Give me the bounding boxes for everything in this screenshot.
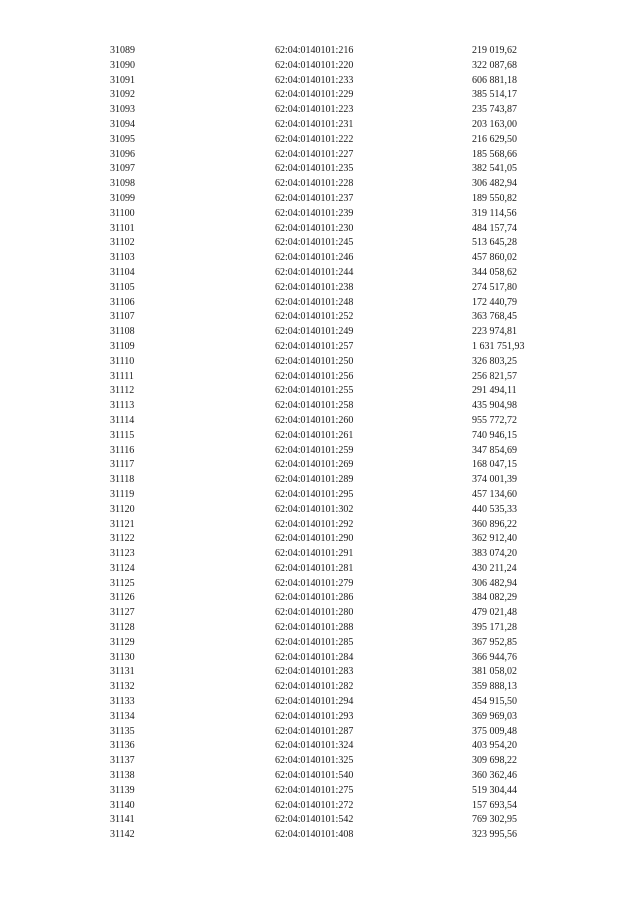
cadastral-number: 62:04:0140101:238	[275, 281, 354, 293]
table-row	[0, 665, 640, 680]
cadastral-value: 235 743,87	[472, 104, 517, 116]
cadastral-number: 62:04:0140101:237	[275, 192, 354, 204]
table-row	[0, 799, 640, 814]
record-number: 31105	[110, 281, 135, 293]
cadastral-number: 62:04:0140101:285	[275, 636, 354, 648]
table-row	[0, 769, 640, 784]
cadastral-number: 62:04:0140101:261	[275, 429, 354, 441]
table-row	[0, 651, 640, 666]
cadastral-number: 62:04:0140101:255	[275, 385, 354, 397]
cadastral-value: 185 568,66	[472, 148, 517, 160]
cadastral-value: 359 888,13	[472, 681, 517, 693]
cadastral-value: 319 114,56	[472, 207, 517, 219]
cadastral-value: 1 631 751,93	[472, 340, 525, 352]
cadastral-number: 62:04:0140101:256	[275, 370, 354, 382]
record-number: 31127	[110, 607, 135, 619]
record-number: 31126	[110, 592, 135, 604]
cadastral-value: 223 974,81	[472, 326, 517, 338]
table-row	[0, 266, 640, 281]
cadastral-value: 168 047,15	[472, 459, 517, 471]
table-row	[0, 207, 640, 222]
table-row	[0, 606, 640, 621]
table-row	[0, 429, 640, 444]
record-number: 31104	[110, 266, 135, 278]
table-row	[0, 784, 640, 799]
cadastral-number: 62:04:0140101:223	[275, 104, 354, 116]
cadastral-value: 435 904,98	[472, 400, 517, 412]
table-row	[0, 725, 640, 740]
table-row	[0, 473, 640, 488]
table-row	[0, 222, 640, 237]
table-row	[0, 754, 640, 769]
table-row	[0, 103, 640, 118]
record-number: 31132	[110, 681, 135, 693]
cadastral-value: 385 514,17	[472, 89, 517, 101]
cadastral-number: 62:04:0140101:272	[275, 799, 354, 811]
cadastral-number: 62:04:0140101:229	[275, 89, 354, 101]
table-row	[0, 444, 640, 459]
record-number: 31095	[110, 133, 135, 145]
cadastral-value: 172 440,79	[472, 296, 517, 308]
table-row	[0, 148, 640, 163]
cadastral-value: 479 021,48	[472, 607, 517, 619]
cadastral-value: 381 058,02	[472, 666, 517, 678]
cadastral-number: 62:04:0140101:291	[275, 548, 354, 560]
table-row	[0, 162, 640, 177]
cadastral-number: 62:04:0140101:258	[275, 400, 354, 412]
record-number: 31106	[110, 296, 135, 308]
table-row	[0, 503, 640, 518]
cadastral-value: 369 969,03	[472, 710, 517, 722]
cadastral-value: 519 304,44	[472, 784, 517, 796]
cadastral-number: 62:04:0140101:408	[275, 829, 354, 841]
cadastral-number: 62:04:0140101:235	[275, 163, 354, 175]
record-number: 31121	[110, 518, 135, 530]
table-row	[0, 591, 640, 606]
table-row	[0, 828, 640, 843]
cadastral-value: 157 693,54	[472, 799, 517, 811]
cadastral-value: 484 157,74	[472, 222, 517, 234]
cadastral-number: 62:04:0140101:324	[275, 740, 354, 752]
cadastral-number: 62:04:0140101:252	[275, 311, 354, 323]
cadastral-value: 440 535,33	[472, 503, 517, 515]
cadastral-value: 291 494,11	[472, 385, 517, 397]
record-number: 31133	[110, 696, 135, 708]
table-row	[0, 133, 640, 148]
cadastral-value: 306 482,94	[472, 577, 517, 589]
cadastral-value: 203 163,00	[472, 118, 517, 130]
table-row	[0, 251, 640, 266]
cadastral-number: 62:04:0140101:230	[275, 222, 354, 234]
table-row	[0, 621, 640, 636]
cadastral-value: 216 629,50	[472, 133, 517, 145]
cadastral-value: 362 912,40	[472, 533, 517, 545]
record-number: 31141	[110, 814, 135, 826]
record-number: 31130	[110, 651, 135, 663]
cadastral-number: 62:04:0140101:239	[275, 207, 354, 219]
cadastral-number: 62:04:0140101:249	[275, 326, 354, 338]
record-number: 31097	[110, 163, 135, 175]
cadastral-number: 62:04:0140101:280	[275, 607, 354, 619]
cadastral-number: 62:04:0140101:290	[275, 533, 354, 545]
cadastral-value: 395 171,28	[472, 622, 517, 634]
cadastral-value: 740 946,15	[472, 429, 517, 441]
record-number: 31119	[110, 488, 135, 500]
record-number: 31092	[110, 89, 135, 101]
cadastral-number: 62:04:0140101:295	[275, 488, 354, 500]
table-row	[0, 59, 640, 74]
record-number: 31139	[110, 784, 135, 796]
cadastral-value: 274 517,80	[472, 281, 517, 293]
table-row	[0, 310, 640, 325]
cadastral-number: 62:04:0140101:260	[275, 414, 354, 426]
record-number: 31110	[110, 355, 135, 367]
cadastral-number: 62:04:0140101:248	[275, 296, 354, 308]
cadastral-number: 62:04:0140101:540	[275, 770, 354, 782]
cadastral-value: 323 995,56	[472, 829, 517, 841]
cadastral-number: 62:04:0140101:282	[275, 681, 354, 693]
cadastral-value: 955 772,72	[472, 414, 517, 426]
cadastral-value: 363 768,45	[472, 311, 517, 323]
table-row	[0, 281, 640, 296]
record-number: 31107	[110, 311, 135, 323]
cadastral-value: 382 541,05	[472, 163, 517, 175]
cadastral-value: 306 482,94	[472, 178, 517, 190]
record-number: 31089	[110, 45, 135, 56]
record-number: 31100	[110, 207, 135, 219]
record-number: 31117	[110, 459, 135, 471]
table-row	[0, 518, 640, 533]
table-row	[0, 739, 640, 754]
record-number: 31128	[110, 622, 135, 634]
table-row	[0, 532, 640, 547]
table-row	[0, 236, 640, 251]
table-row	[0, 325, 640, 340]
cadastral-value: 347 854,69	[472, 444, 517, 456]
record-number: 31124	[110, 562, 135, 574]
cadastral-value: 383 074,20	[472, 548, 517, 560]
table-row	[0, 74, 640, 89]
cadastral-number: 62:04:0140101:244	[275, 266, 354, 278]
cadastral-value: 403 954,20	[472, 740, 517, 752]
record-number: 31115	[110, 429, 135, 441]
table-row	[0, 355, 640, 370]
cadastral-value: 430 211,24	[472, 562, 517, 574]
cadastral-number: 62:04:0140101:302	[275, 503, 354, 515]
record-list	[0, 44, 640, 843]
cadastral-number: 62:04:0140101:287	[275, 725, 354, 737]
table-row	[0, 370, 640, 385]
record-number: 31093	[110, 104, 135, 116]
record-number: 31094	[110, 118, 135, 130]
record-number: 31090	[110, 59, 135, 71]
table-row	[0, 88, 640, 103]
cadastral-number: 62:04:0140101:293	[275, 710, 354, 722]
cadastral-number: 62:04:0140101:325	[275, 755, 354, 767]
cadastral-number: 62:04:0140101:257	[275, 340, 354, 352]
table-row	[0, 636, 640, 651]
cadastral-number: 62:04:0140101:288	[275, 622, 354, 634]
table-row	[0, 296, 640, 311]
record-number: 31116	[110, 444, 135, 456]
table-row	[0, 399, 640, 414]
table-row	[0, 177, 640, 192]
table-row	[0, 192, 640, 207]
table-row	[0, 680, 640, 695]
record-number: 31108	[110, 326, 135, 338]
table-row	[0, 813, 640, 828]
record-number: 31113	[110, 400, 135, 412]
cadastral-number: 62:04:0140101:281	[275, 562, 354, 574]
cadastral-number: 62:04:0140101:279	[275, 577, 354, 589]
record-number: 31134	[110, 710, 135, 722]
cadastral-value: 375 009,48	[472, 725, 517, 737]
record-number: 31118	[110, 474, 135, 486]
table-row	[0, 340, 640, 355]
cadastral-value: 457 134,60	[472, 488, 517, 500]
cadastral-value: 256 821,57	[472, 370, 517, 382]
record-number: 31096	[110, 148, 135, 160]
cadastral-number: 62:04:0140101:275	[275, 784, 354, 796]
cadastral-value: 606 881,18	[472, 74, 517, 86]
table-row	[0, 44, 640, 59]
cadastral-value: 189 550,82	[472, 192, 517, 204]
record-number: 31101	[110, 222, 135, 234]
cadastral-number: 62:04:0140101:259	[275, 444, 354, 456]
table-row	[0, 577, 640, 592]
table-row	[0, 488, 640, 503]
cadastral-number: 62:04:0140101:284	[275, 651, 354, 663]
record-number: 31103	[110, 252, 135, 264]
record-number: 31135	[110, 725, 135, 737]
cadastral-value: 322 087,68	[472, 59, 517, 71]
cadastral-value: 457 860,02	[472, 252, 517, 264]
table-row	[0, 562, 640, 577]
cadastral-number: 62:04:0140101:246	[275, 252, 354, 264]
record-number: 31098	[110, 178, 135, 190]
cadastral-number: 62:04:0140101:216	[275, 45, 354, 56]
cadastral-value: 374 001,39	[472, 474, 517, 486]
cadastral-value: 367 952,85	[472, 636, 517, 648]
cadastral-value: 360 362,46	[472, 770, 517, 782]
cadastral-value: 454 915,50	[472, 696, 517, 708]
table-row	[0, 458, 640, 473]
record-number: 31122	[110, 533, 135, 545]
record-number: 31123	[110, 548, 135, 560]
record-number: 31125	[110, 577, 135, 589]
cadastral-value: 344 058,62	[472, 266, 517, 278]
cadastral-number: 62:04:0140101:231	[275, 118, 354, 130]
record-number: 31114	[110, 414, 135, 426]
table-row	[0, 547, 640, 562]
table-row	[0, 710, 640, 725]
record-number: 31102	[110, 237, 135, 249]
cadastral-number: 62:04:0140101:220	[275, 59, 354, 71]
record-number: 31140	[110, 799, 135, 811]
cadastral-value: 360 896,22	[472, 518, 517, 530]
record-number: 31120	[110, 503, 135, 515]
cadastral-number: 62:04:0140101:250	[275, 355, 354, 367]
record-number: 31136	[110, 740, 135, 752]
cadastral-value: 219 019,62	[472, 45, 517, 56]
record-number: 31112	[110, 385, 135, 397]
record-number: 31142	[110, 829, 135, 841]
record-number: 31131	[110, 666, 135, 678]
record-number: 31129	[110, 636, 135, 648]
cadastral-number: 62:04:0140101:286	[275, 592, 354, 604]
cadastral-number: 62:04:0140101:222	[275, 133, 354, 145]
record-number: 31111	[110, 370, 134, 382]
record-number: 31091	[110, 74, 135, 86]
table-row	[0, 695, 640, 710]
cadastral-number: 62:04:0140101:292	[275, 518, 354, 530]
cadastral-number: 62:04:0140101:294	[275, 696, 354, 708]
cadastral-number: 62:04:0140101:542	[275, 814, 354, 826]
cadastral-value: 384 082,29	[472, 592, 517, 604]
cadastral-number: 62:04:0140101:245	[275, 237, 354, 249]
cadastral-value: 366 944,76	[472, 651, 517, 663]
cadastral-number: 62:04:0140101:228	[275, 178, 354, 190]
cadastral-number: 62:04:0140101:289	[275, 474, 354, 486]
cadastral-value: 326 803,25	[472, 355, 517, 367]
cadastral-number: 62:04:0140101:227	[275, 148, 354, 160]
cadastral-value: 769 302,95	[472, 814, 517, 826]
record-number: 31109	[110, 340, 135, 352]
table-row	[0, 118, 640, 133]
record-number: 31137	[110, 755, 135, 767]
cadastral-number: 62:04:0140101:233	[275, 74, 354, 86]
table-row	[0, 384, 640, 399]
cadastral-value: 513 645,28	[472, 237, 517, 249]
record-number: 31099	[110, 192, 135, 204]
table-row	[0, 414, 640, 429]
cadastral-number: 62:04:0140101:283	[275, 666, 354, 678]
cadastral-value: 309 698,22	[472, 755, 517, 767]
record-number: 31138	[110, 770, 135, 782]
cadastral-number: 62:04:0140101:269	[275, 459, 354, 471]
